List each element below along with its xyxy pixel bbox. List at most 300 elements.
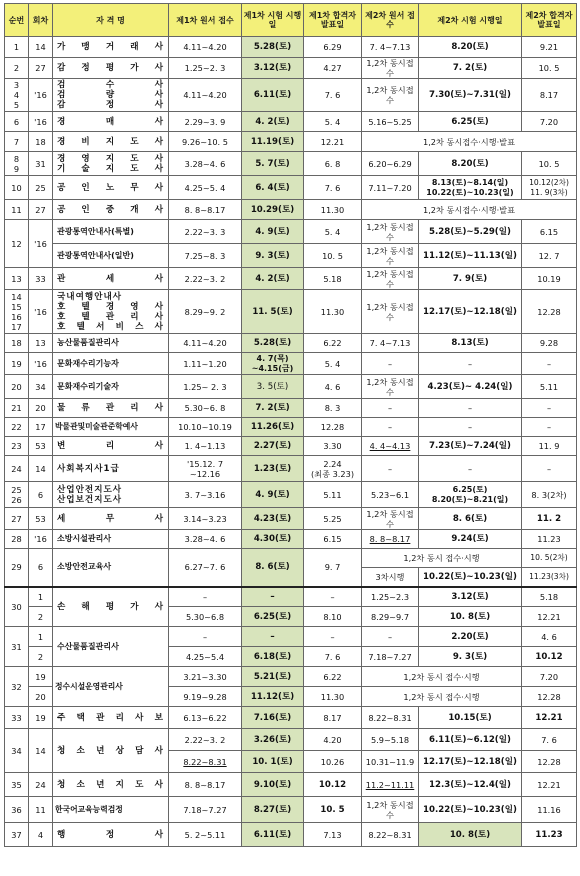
table-row (5, 290, 577, 334)
exam-schedule-table (4, 3, 577, 847)
round-number: 25 (29, 176, 53, 200)
r2-exam-date: 3.12(토) (419, 587, 522, 607)
round-number: 2 (29, 607, 53, 627)
r2-exam-date: 10.22(토)~10.23(일) (419, 797, 522, 823)
row-number: 29 (5, 549, 29, 587)
r1-exam-date: – (242, 587, 304, 607)
r2-application: 10.31~11.9 (362, 751, 419, 773)
r2-pass-date: 12. 7 (522, 244, 577, 268)
round-number: '16 (29, 79, 53, 112)
header-cell: 제1차 시험 시행일 (242, 4, 304, 37)
r2-application: 8. 8~8.17 (362, 530, 419, 549)
certificate-name: 문화재수리기능자 (53, 353, 169, 375)
r1-exam-date: 7. 2(토) (242, 399, 304, 418)
certificate-name: 사회복지사1급 (53, 456, 169, 482)
header-cell: 회차 (29, 4, 53, 37)
certificate-name: 산업안전지도사 산업보건지도사 (53, 482, 169, 508)
certificate-name: 경 영 지 도 사 기 술 지 도 사 (53, 152, 169, 176)
r1-exam-date: 6.11(토) (242, 823, 304, 847)
header-cell: 순번 (5, 4, 29, 37)
r2-application: 1,2차 동시접수 (362, 508, 419, 530)
round-number: 20 (29, 399, 53, 418)
row-number: 19 (5, 353, 29, 375)
r1-pass-date: 5. 4 (304, 353, 362, 375)
row-number: 2 (5, 58, 29, 79)
r1-exam-date: 3.26(토) (242, 729, 304, 751)
r1-application: 3.14~3.23 (169, 508, 242, 530)
table-row (5, 773, 577, 797)
r1-application: 8. 8~8.17 (169, 773, 242, 797)
round-number: 13 (29, 334, 53, 353)
certificate-name: 박물관및미술관준학예사 (53, 418, 169, 437)
table-row (5, 729, 577, 751)
table-row (5, 667, 577, 687)
r2-exam-date: 7.23(토)~7.24(일) (419, 437, 522, 456)
certificate-name: 국내여행안내사 호 텔 경 영 사 호 텔 관 리 사 호 텔 서 비 스 사 (53, 290, 169, 334)
r2-application: 8.22~8.31 (362, 823, 419, 847)
r1-application: – (169, 627, 242, 647)
certificate-name: 농산물품질관리사 (53, 334, 169, 353)
certificate-name: 물 류 관 리 사 (53, 399, 169, 418)
r2-pass-date: – (522, 399, 577, 418)
row-number: 22 (5, 418, 29, 437)
round-number: 14 (29, 729, 53, 773)
r1-application: 9.19~9.28 (169, 687, 242, 707)
r2-application: 1,2차 동시접수 (362, 268, 419, 290)
r2-pass-date: 11. 2 (522, 508, 577, 530)
r2-application: 1,2차 동시접수 (362, 375, 419, 399)
r2-application: – (362, 418, 419, 437)
r1-pass-date: 8.17 (304, 707, 362, 729)
certificate-name: 문화재수리기술자 (53, 375, 169, 399)
table-row (5, 200, 577, 220)
table-row (5, 353, 577, 375)
table-row (5, 530, 577, 549)
r1-application: 4.11~4.20 (169, 37, 242, 58)
r2-application: 7. 4~7.13 (362, 37, 419, 58)
table-row (5, 375, 577, 399)
table-row (5, 334, 577, 353)
r2-pass-date: 10. 5 (522, 152, 577, 176)
r1-pass-date: 5. 4 (304, 112, 362, 132)
r2-pass-date: 8. 3(2차) (522, 482, 577, 508)
r2-merged-note: 1,2차 동시접수·시행·발표 (362, 200, 577, 220)
r2-application: 1,2차 동시접수 (362, 290, 419, 334)
r2-application: 1,2차 동시접수 (362, 244, 419, 268)
r2-merged-note: 1,2차 동시 접수·시행 (362, 687, 522, 707)
table-row (5, 112, 577, 132)
r3-application: 3차시행 (362, 568, 419, 587)
certificate-name: 관광통역안내사(특별) (53, 220, 169, 244)
r2-pass-date: 7. 6 (522, 729, 577, 751)
r2-application: 1,2차 동시접수 (362, 797, 419, 823)
row-number: 3 4 5 (5, 79, 29, 112)
r1-application: 3.21~3.30 (169, 667, 242, 687)
round-number: 14 (29, 456, 53, 482)
r2-pass-date: 12.21 (522, 607, 577, 627)
r1-pass-date: 3.30 (304, 437, 362, 456)
row-number: 35 (5, 773, 29, 797)
r1-exam-date: 2.27(토) (242, 437, 304, 456)
round-number: 19 (29, 707, 53, 729)
table-row (5, 707, 577, 729)
r1-pass-date: 6.15 (304, 530, 362, 549)
row-number: 24 (5, 456, 29, 482)
r1-pass-date: 6. 8 (304, 152, 362, 176)
r1-application: 2.22~3. 3 (169, 220, 242, 244)
row-number: 25 26 (5, 482, 29, 508)
row-number: 1 (5, 37, 29, 58)
table-row (5, 823, 577, 847)
r1-exam-date: 11.12(토) (242, 687, 304, 707)
r2-application: 7.18~7.27 (362, 647, 419, 667)
r1-pass-date: 10.26 (304, 751, 362, 773)
round-number: 6 (29, 482, 53, 508)
header-row (5, 4, 577, 37)
r2-application: – (362, 456, 419, 482)
r1-pass-date: 6.22 (304, 334, 362, 353)
r2-pass-date: 11.23 (522, 530, 577, 549)
round-number: 24 (29, 773, 53, 797)
header-cell: 제2차 원서 접수 (362, 4, 419, 37)
r1-application: 1. 4~1.13 (169, 437, 242, 456)
row-number: 14 15 16 17 (5, 290, 29, 334)
r2-exam-date: 8. 6(토) (419, 508, 522, 530)
r2-exam-date: 11.12(토)~11.13(일) (419, 244, 522, 268)
header-cell: 제1차 원서 접수 (169, 4, 242, 37)
table-row (5, 399, 577, 418)
r1-application: 8.22~8.31 (169, 751, 242, 773)
r2-exam-date: – (419, 418, 522, 437)
certificate-name: 감 정 평 가 사 (53, 58, 169, 79)
table-row (5, 58, 577, 79)
r1-pass-date: 11.30 (304, 687, 362, 707)
r3-pass-date: 11.23(3차) (522, 568, 577, 587)
r2-merged-note: 1,2차 동시 접수·시행 (362, 667, 522, 687)
r2-pass-date: 5.11 (522, 375, 577, 399)
r1-exam-date: 11.19(토) (242, 132, 304, 152)
row-number: 10 (5, 176, 29, 200)
r2-exam-date: 7. 9(토) (419, 268, 522, 290)
r2-pass-date: 10. 5 (522, 58, 577, 79)
r1-application: 9.26~10. 5 (169, 132, 242, 152)
r2-application: 5.16~5.25 (362, 112, 419, 132)
r2-exam-date: 7.30(토)~7.31(일) (419, 79, 522, 112)
r1-exam-date: 10.29(토) (242, 200, 304, 220)
row-number: 20 (5, 375, 29, 399)
r1-exam-date: 9.10(토) (242, 773, 304, 797)
r2-exam-date: 8.20(토) (419, 37, 522, 58)
row-number: 31 (5, 627, 29, 667)
r1-application: 2.29~3. 9 (169, 112, 242, 132)
r1-exam-date: 3. 5(토) (242, 375, 304, 399)
table-row (5, 508, 577, 530)
table-row (5, 176, 577, 200)
r1-exam-date: 6. 4(토) (242, 176, 304, 200)
r2-application: 1,2차 동시접수 (362, 58, 419, 79)
r1-pass-date: 11.30 (304, 290, 362, 334)
r2-application: – (362, 353, 419, 375)
r1-exam-date: 9. 3(토) (242, 244, 304, 268)
row-number: 23 (5, 437, 29, 456)
round-number: '16 (29, 353, 53, 375)
r1-application: 1.11~1.20 (169, 353, 242, 375)
r2-exam-date: 8.13(토)~8.14(일) 10.22(토)~10.23(일) (419, 176, 522, 200)
r1-application: 8. 8~8.17 (169, 200, 242, 220)
r3-exam-date: 10.22(토)~10.23(일) (419, 568, 522, 587)
table-row (5, 482, 577, 508)
r1-exam-date: 4. 9(토) (242, 482, 304, 508)
r1-pass-date: 5.18 (304, 268, 362, 290)
round-number: 31 (29, 152, 53, 176)
r2-application: 6.20~6.29 (362, 152, 419, 176)
round-number: 27 (29, 200, 53, 220)
r2-pass-date: 10.12(2차) 11. 9(3차) (522, 176, 577, 200)
round-number: 27 (29, 58, 53, 79)
row-number: 33 (5, 707, 29, 729)
r1-exam-date: 5.28(토) (242, 334, 304, 353)
r2-pass-date: 9.21 (522, 37, 577, 58)
r1-application: 8.29~9. 2 (169, 290, 242, 334)
r1-pass-date: 7.13 (304, 823, 362, 847)
table-row (5, 456, 577, 482)
r1-pass-date: 8. 3 (304, 399, 362, 418)
round-number: '16 (29, 530, 53, 549)
r2-merged-note: 1,2차 동시 접수·시행 (362, 549, 522, 568)
row-number: 32 (5, 667, 29, 707)
r1-pass-date: 9. 7 (304, 549, 362, 587)
r1-pass-date: 4.20 (304, 729, 362, 751)
certificate-name: 경 비 지 도 사 (53, 132, 169, 152)
round-number: 19 (29, 667, 53, 687)
r1-application: 4.11~4.20 (169, 334, 242, 353)
r1-application: 4.25~5.4 (169, 647, 242, 667)
header-cell: 제2차 합격자 발표일 (522, 4, 577, 37)
r1-exam-date: 4.30(토) (242, 530, 304, 549)
r2-pass-date: 12.21 (522, 707, 577, 729)
row-number: 34 (5, 729, 29, 773)
r2-exam-date: 8.13(토) (419, 334, 522, 353)
r2-application: 8.22~8.31 (362, 707, 419, 729)
r2-application: 7.11~7.20 (362, 176, 419, 200)
r2-exam-date: 10. 8(토) (419, 607, 522, 627)
round-number: 20 (29, 687, 53, 707)
r1-application: 5.30~6.8 (169, 607, 242, 627)
certificate-name: 손 해 평 가 사 (53, 587, 169, 627)
r1-pass-date: 10. 5 (304, 797, 362, 823)
r1-pass-date: 7. 6 (304, 79, 362, 112)
r1-exam-date: 8. 6(토) (242, 549, 304, 587)
r2-exam-date: 12.17(토)~12.18(일) (419, 751, 522, 773)
table-row (5, 549, 577, 568)
r2-application: 5.9~5.18 (362, 729, 419, 751)
certificate-name: 한국어교육능력검정 (53, 797, 169, 823)
r1-application: 3.28~4. 6 (169, 152, 242, 176)
certificate-name: 관광통역안내사(일반) (53, 244, 169, 268)
row-number: 7 (5, 132, 29, 152)
r2-pass-date: 8.17 (522, 79, 577, 112)
row-number: 28 (5, 530, 29, 549)
table-row (5, 437, 577, 456)
table-row (5, 220, 577, 244)
r2-pass-date: 9.28 (522, 334, 577, 353)
r1-exam-date: 4. 2(토) (242, 268, 304, 290)
r1-application: 4.11~4.20 (169, 79, 242, 112)
certificate-name: 검 수 사 검 량 사 감 정 사 (53, 79, 169, 112)
r1-exam-date: 7.16(토) (242, 707, 304, 729)
certificate-name: 소방시설관리사 (53, 530, 169, 549)
row-number: 13 (5, 268, 29, 290)
r2-exam-date: 12.3(토)~12.4(일) (419, 773, 522, 797)
r1-exam-date: 4. 2(토) (242, 112, 304, 132)
r1-application: 2.22~3. 2 (169, 729, 242, 751)
round-number: 1 (29, 627, 53, 647)
round-number: 14 (29, 37, 53, 58)
r2-pass-date: 11.16 (522, 797, 577, 823)
r1-pass-date: 10. 5 (304, 244, 362, 268)
r1-application: 3.28~4. 6 (169, 530, 242, 549)
r2-exam-date: 2.20(토) (419, 627, 522, 647)
certificate-name: 정수시설운영관리사 (53, 667, 169, 707)
r1-application: 3. 7~3.16 (169, 482, 242, 508)
table-row (5, 797, 577, 823)
r2-application: 11.2~11.11 (362, 773, 419, 797)
row-number: 27 (5, 508, 29, 530)
r2-exam-date: 6.25(토) (419, 112, 522, 132)
r1-exam-date: 4. 9(토) (242, 220, 304, 244)
table-row (5, 152, 577, 176)
table-row (5, 587, 577, 607)
row-number: 8 9 (5, 152, 29, 176)
r1-exam-date: 5. 7(토) (242, 152, 304, 176)
table-row (5, 37, 577, 58)
r2-application: 1,2차 동시접수 (362, 220, 419, 244)
r2-exam-date: – (419, 456, 522, 482)
row-number: 12 (5, 220, 29, 268)
r1-exam-date: 6.18(토) (242, 647, 304, 667)
certificate-name: 청 소 년 지 도 사 (53, 773, 169, 797)
r2-exam-date: 8.20(토) (419, 152, 522, 176)
r1-application: 5.30~6. 8 (169, 399, 242, 418)
round-number: '16 (29, 290, 53, 334)
r2-exam-date: 4.23(토)~ 4.24(일) (419, 375, 522, 399)
r1-exam-date: 3.12(토) (242, 58, 304, 79)
r1-exam-date: 11.26(토) (242, 418, 304, 437)
r2-pass-date: 11.23 (522, 823, 577, 847)
r2-pass-date: 7.20 (522, 112, 577, 132)
r2-application: 4. 4~4.13 (362, 437, 419, 456)
r1-pass-date: 2.24 (최종 3.23) (304, 456, 362, 482)
r2-pass-date: 10.12 (522, 647, 577, 667)
r2-pass-date: 6.15 (522, 220, 577, 244)
row-number: 18 (5, 334, 29, 353)
r1-application: 7.18~7.27 (169, 797, 242, 823)
r1-application: '15.12. 7 ~12.16 (169, 456, 242, 482)
row-number: 6 (5, 112, 29, 132)
row-number: 11 (5, 200, 29, 220)
r1-application: 10.10~10.19 (169, 418, 242, 437)
round-number: 11 (29, 797, 53, 823)
certificate-name: 행 정 사 (53, 823, 169, 847)
r2-exam-date: 9.24(토) (419, 530, 522, 549)
r1-exam-date: 4. 7(목) ~4.15(금) (242, 353, 304, 375)
row-number: 37 (5, 823, 29, 847)
certificate-name: 변 리 사 (53, 437, 169, 456)
r2-pass-date: 5.18 (522, 587, 577, 607)
table-row (5, 79, 577, 112)
round-number: 17 (29, 418, 53, 437)
r1-pass-date: 6.22 (304, 667, 362, 687)
round-number: 33 (29, 268, 53, 290)
r1-pass-date: 4. 6 (304, 375, 362, 399)
r1-application: 2.22~3. 2 (169, 268, 242, 290)
r2-exam-date: – (419, 399, 522, 418)
r2-application: 8.29~9.7 (362, 607, 419, 627)
r1-pass-date: – (304, 627, 362, 647)
certificate-name: 소방안전교육사 (53, 549, 169, 587)
r1-pass-date: 5. 4 (304, 220, 362, 244)
round-number: 34 (29, 375, 53, 399)
r1-application: 6.13~6.22 (169, 707, 242, 729)
r2-pass-date: 12.28 (522, 751, 577, 773)
r2-pass-date: 10.19 (522, 268, 577, 290)
r2-application: 1,2차 동시접수 (362, 79, 419, 112)
r1-application: – (169, 587, 242, 607)
r1-exam-date: 10. 1(토) (242, 751, 304, 773)
r2-pass-date: 12.28 (522, 290, 577, 334)
certificate-name: 공 인 중 개 사 (53, 200, 169, 220)
certificate-name: 공 인 노 무 사 (53, 176, 169, 200)
r2-pass-date: – (522, 353, 577, 375)
r1-exam-date: 5.21(토) (242, 667, 304, 687)
r1-pass-date: 12.28 (304, 418, 362, 437)
row-number: 21 (5, 399, 29, 418)
r1-pass-date: 6.29 (304, 37, 362, 58)
r2-exam-date: – (419, 353, 522, 375)
header-cell: 제1차 합격자 발표일 (304, 4, 362, 37)
table-row (5, 244, 577, 268)
certificate-name: 청 소 년 상 담 사 (53, 729, 169, 773)
r1-pass-date: 8.10 (304, 607, 362, 627)
row-number: 36 (5, 797, 29, 823)
r1-pass-date: 5.11 (304, 482, 362, 508)
r2-pass-date: – (522, 418, 577, 437)
r1-pass-date: 4.27 (304, 58, 362, 79)
r2-exam-date: 6.11(토)~6.12(일) (419, 729, 522, 751)
header-cell: 제2차 시험 시행일 (419, 4, 522, 37)
table-row (5, 418, 577, 437)
r2-application: 7. 4~7.13 (362, 334, 419, 353)
round-number: 6 (29, 549, 53, 587)
r1-pass-date: 5.25 (304, 508, 362, 530)
r1-pass-date: 7. 6 (304, 176, 362, 200)
round-number: 53 (29, 437, 53, 456)
r1-pass-date: – (304, 587, 362, 607)
r2-exam-date: 5.28(토)~5.29(일) (419, 220, 522, 244)
r2-pass-date: 4. 6 (522, 627, 577, 647)
table-row (5, 132, 577, 152)
r2-exam-date: 7. 2(토) (419, 58, 522, 79)
header-cell: 자 격 명 (53, 4, 169, 37)
r1-exam-date: 11. 5(토) (242, 290, 304, 334)
r1-application: 7.25~8. 3 (169, 244, 242, 268)
r1-pass-date: 7. 6 (304, 647, 362, 667)
r1-exam-date: 6.11(토) (242, 79, 304, 112)
certificate-name: 세 무 사 (53, 508, 169, 530)
r2-pass-date: 7.20 (522, 667, 577, 687)
r1-exam-date: – (242, 627, 304, 647)
r1-pass-date: 12.21 (304, 132, 362, 152)
